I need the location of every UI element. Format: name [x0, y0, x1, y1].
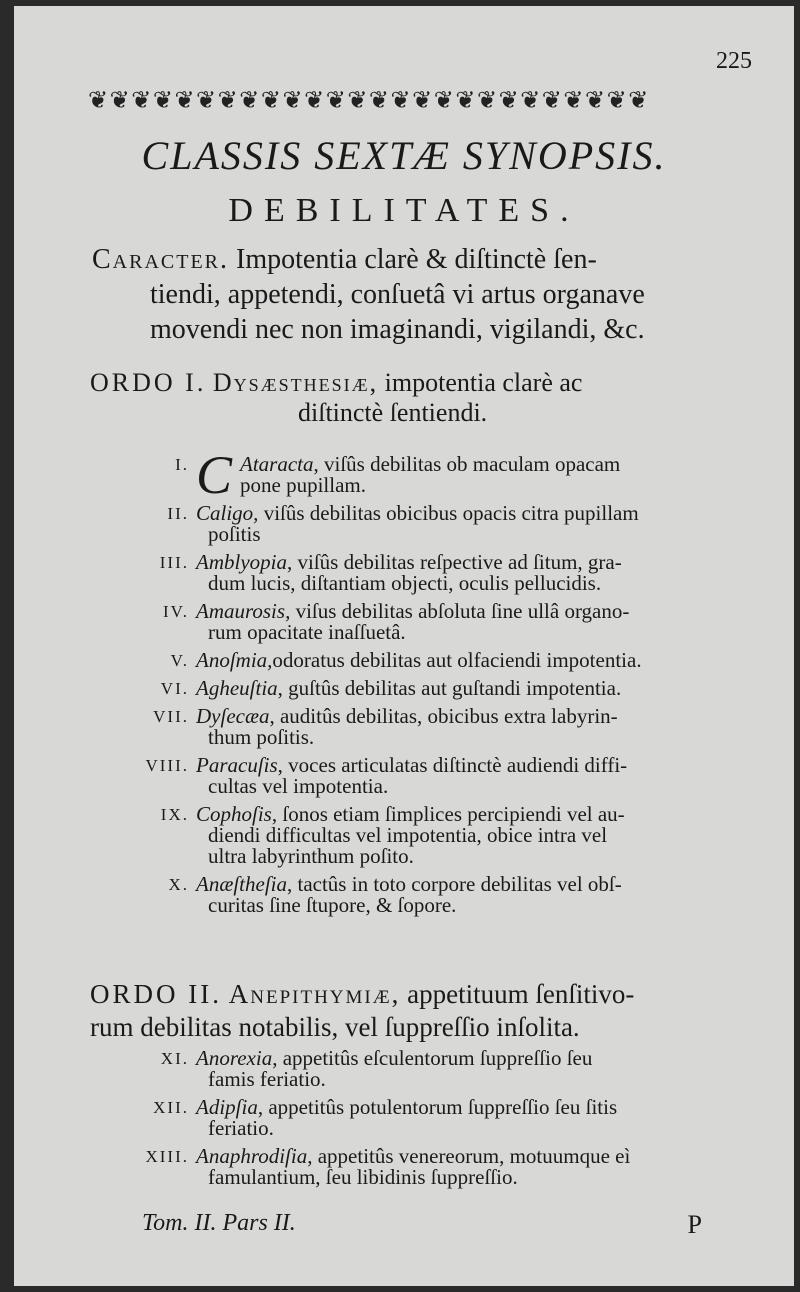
caracter-lead: Caracter. — [92, 244, 230, 275]
entry-term: Adipſia — [196, 1095, 258, 1119]
ordo-2-desc-1: appetituum ſenſitivo- — [407, 979, 635, 1009]
entry-text — [196, 706, 774, 748]
ordo-1-name: Dysæsthesiæ, — [212, 368, 379, 397]
entry-text — [196, 1097, 774, 1139]
entry-continuation: diendi difficultas vel impotentia, obice intra vel — [208, 823, 608, 847]
entry-continuation: feriatio. — [208, 1116, 274, 1140]
entry-continuation: ultra labyrinthum poſito. — [208, 844, 414, 868]
ordo-1-desc-2: diſtinctè ſentiendi. — [298, 398, 488, 427]
signature-mark: P — [687, 1210, 702, 1239]
entry-line-1: , appetitûs potulentorum ſuppreſſio ſeu ſitis — [257, 1095, 618, 1119]
caracter-line-1: Impotentia clarè & diſtinctè ſen- — [236, 244, 597, 275]
entry-term: Anoſmia, — [196, 648, 273, 672]
list-item — [84, 755, 774, 797]
list-item — [84, 1048, 774, 1090]
ordo-2-desc-2: rum debilitas notabilis, vel ſuppreſſio inſolita. — [90, 1012, 580, 1042]
entry-numeral: X. — [168, 875, 189, 894]
entry-text — [196, 874, 774, 916]
entry-line-1: , tactûs in toto corpore debilitas vel obſ- — [287, 872, 622, 896]
entry-text — [196, 755, 774, 797]
entry-term: Anaphrodiſia — [196, 1144, 308, 1168]
entry-numeral: VIII. — [145, 756, 189, 775]
entry-numeral: I. — [175, 455, 189, 474]
entry-line-1: , ſonos etiam ſimplices percipiendi vel au- — [271, 802, 625, 826]
ordo-1-heading — [90, 368, 770, 428]
list-item — [84, 601, 774, 643]
page-number: 225 — [716, 48, 752, 74]
entry-line-1: , auditûs debilitas, obicibus extra labyrin- — [269, 704, 618, 728]
entry-numeral: II. — [167, 504, 189, 523]
entry-line-1: viſus debilitas abſoluta ſine ullâ organo- — [290, 599, 630, 623]
list-item — [84, 503, 774, 545]
entry-continuation: famulantium, ſeu libidinis ſuppreſſio. — [208, 1165, 518, 1189]
entry-term: Amaurosis, — [196, 599, 291, 623]
entry-continuation: curitas ſine ſtupore, & ſopore. — [208, 893, 457, 917]
ordo-2-entries — [84, 1048, 774, 1195]
entry-text — [196, 601, 774, 643]
entry-numeral: VII. — [153, 707, 189, 726]
entry-term: Anæſtheſia — [196, 872, 287, 896]
entry-text — [196, 503, 774, 545]
entry-numeral: IV. — [163, 602, 189, 621]
entry-text — [196, 552, 774, 594]
list-item — [84, 678, 774, 699]
caracter-line-2: tiendi, appetendi, conſuetâ vi artus organave — [150, 279, 645, 310]
drop-cap: C — [196, 445, 233, 505]
entry-line-1: , appetitûs venereorum, motuumque eì — [307, 1144, 631, 1168]
entry-term: Cophoſis — [196, 802, 272, 826]
entry-continuation: dum lucis, diſtantiam objecti, oculis pellucidis. — [208, 571, 602, 595]
ordo-2-name: Anepithymiæ, — [228, 979, 401, 1009]
caracter-line-3: movendi nec non imaginandi, vigilandi, &c. — [150, 314, 645, 345]
entry-term: Dyſecæa — [196, 704, 270, 728]
entry-text — [196, 650, 774, 671]
entry-term: Anorexia — [196, 1046, 273, 1070]
entry-text — [196, 1146, 774, 1188]
list-item — [84, 706, 774, 748]
list-item — [84, 1146, 774, 1188]
list-item — [84, 804, 774, 867]
entry-text — [196, 1048, 774, 1090]
entry-line-1: viſûs debilitas obicibus opacis citra pupillam — [258, 501, 639, 525]
ordo-1-desc-1: impotentia clarè ac — [384, 368, 583, 397]
entry-term: Ataracta — [240, 452, 314, 476]
entry-line-1: , viſûs debilitas ob maculam opacam — [313, 452, 621, 476]
page-footer — [142, 1210, 702, 1237]
ordo-2-number: ORDO II. — [90, 979, 222, 1009]
entry-term: Paracuſis — [196, 753, 278, 777]
list-item — [84, 874, 774, 916]
entry-continuation: thum poſitis. — [208, 725, 315, 749]
ornament-border: ❦❦❦❦❦❦❦❦❦❦❦❦❦❦❦❦❦❦❦❦❦❦❦❦❦❦ — [88, 86, 650, 114]
entry-continuation: rum opacitate inaſſuetâ. — [208, 620, 406, 644]
entry-line-1: , guſtûs debilitas aut guſtandi impotentia. — [277, 676, 622, 700]
entry-numeral: VI. — [160, 679, 189, 698]
list-item — [84, 445, 774, 505]
entry-continuation: cultas vel impotentia. — [208, 774, 389, 798]
entry-term: Amblyopia — [196, 550, 287, 574]
entry-text — [196, 678, 774, 699]
entry-numeral: III. — [159, 553, 189, 572]
list-item — [84, 650, 774, 671]
entry-continuation: pone pupillam. — [240, 473, 366, 497]
entry-numeral: XIII. — [145, 1147, 189, 1166]
entry-line-1: , appetitûs eſculentorum ſuppreſſio ſeu — [272, 1046, 593, 1070]
entry-numeral: V. — [170, 651, 189, 670]
list-item — [84, 1097, 774, 1139]
entry-term: Agheuſtia — [196, 676, 278, 700]
entry-line-1: , voces articulatas diſtinctè audiendi diffi- — [277, 753, 628, 777]
ordo-2-heading — [90, 978, 770, 1044]
caracter-paragraph — [92, 242, 766, 347]
page-subtitle: DEBILITATES. — [228, 192, 580, 229]
entry-term: Caligo, — [196, 501, 259, 525]
entry-continuation: famis feriatio. — [208, 1067, 326, 1091]
entry-text — [196, 454, 774, 496]
entry-numeral: XI. — [160, 1049, 189, 1068]
entry-numeral: IX. — [160, 805, 189, 824]
ordo-1-number: ORDO I. — [90, 368, 207, 397]
page-title: CLASSIS SEXTÆ SYNOPSIS. — [141, 133, 667, 178]
ordo-1-entries — [84, 445, 774, 923]
entry-continuation: poſitis — [208, 522, 261, 546]
entry-line-1: , viſûs debilitas reſpective ad ſitum, gra- — [286, 550, 622, 574]
volume-reference: Tom. II. Pars II. — [142, 1210, 296, 1236]
list-item — [84, 552, 774, 594]
book-page — [14, 6, 794, 1286]
entry-text — [196, 804, 774, 867]
entry-numeral: XII. — [153, 1098, 189, 1117]
entry-line-1: odoratus debilitas aut olfaciendi impotentia. — [272, 648, 642, 672]
